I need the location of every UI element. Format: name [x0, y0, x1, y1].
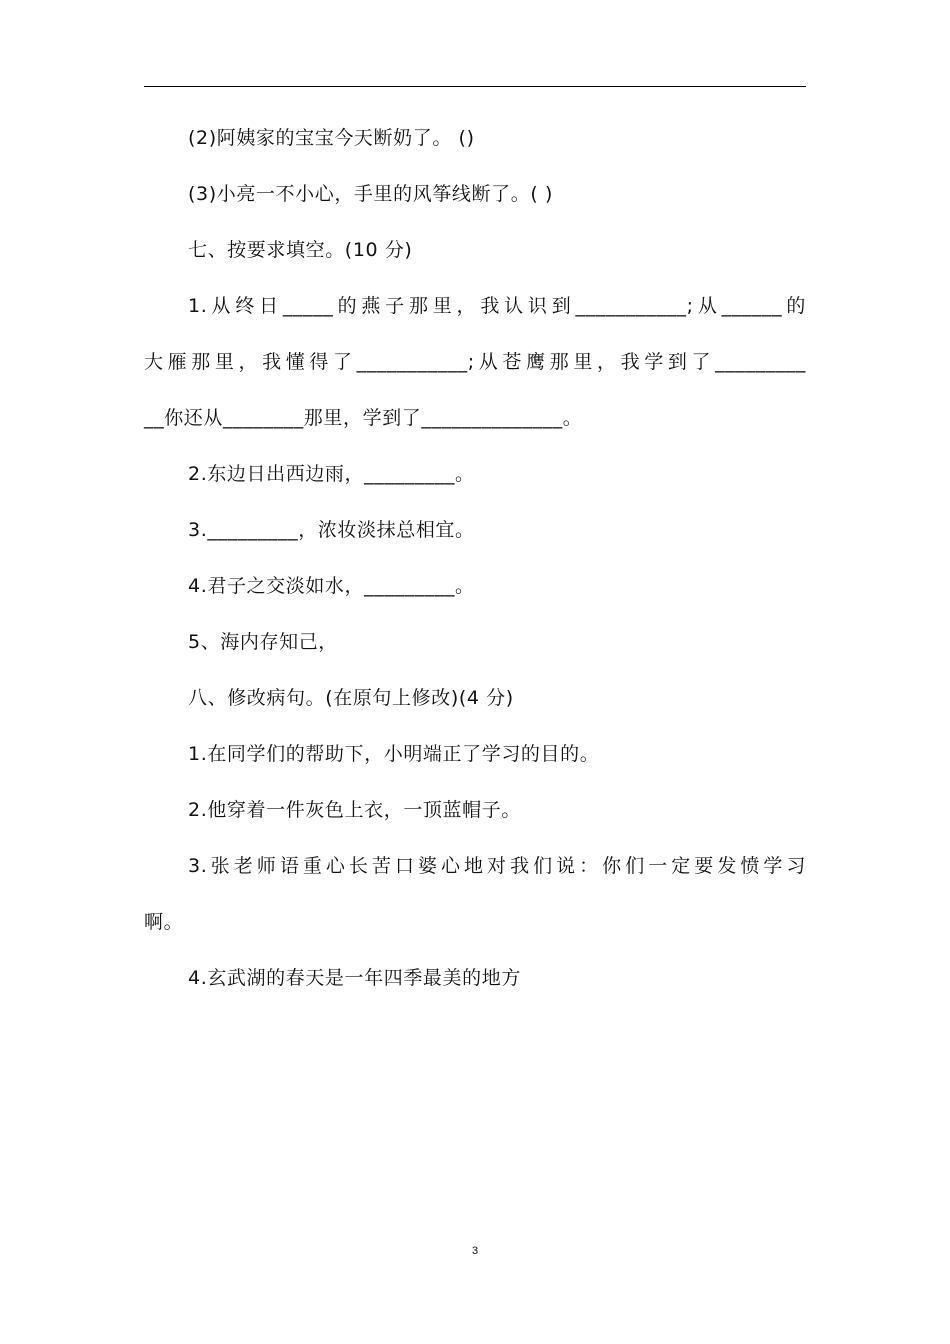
question-7-1-line-2: 大雁那里，我懂得了___________;从苍鹰那里，我学到了_________ — [144, 351, 806, 373]
question-8-4: 4.玄武湖的春天是一年四季最美的地方 — [188, 967, 521, 989]
section-7-heading: 七、按要求填空。(10 分) — [188, 239, 413, 261]
section-8-heading: 八、修改病句。(在原句上修改)(4 分) — [188, 687, 514, 709]
header-rule — [144, 86, 806, 87]
question-7-5: 5、海内存知己， — [188, 631, 338, 653]
question-7-1-line-3: __你还从________那里，学到了______________。 — [144, 407, 583, 429]
document-body — [144, 110, 806, 1006]
question-7-1-line-1: 1.从终日_____的燕子那里，我认识到___________;从______的 — [188, 295, 806, 317]
question-7-3: 3._________，浓妆淡抹总相宜。 — [188, 519, 475, 541]
question-8-1: 1.在同学们的帮助下，小明端正了学习的目的。 — [188, 743, 600, 765]
question-6-2: (2)阿姨家的宝宝今天断奶了。 () — [188, 127, 475, 149]
question-7-4: 4.君子之交淡如水，_________。 — [188, 575, 475, 597]
question-6-3: (3)小亮一不小心，手里的风筝线断了。( ) — [188, 183, 553, 205]
page-number: 3 — [471, 1245, 479, 1257]
question-8-2: 2.他穿着一件灰色上衣，一顶蓝帽子。 — [188, 799, 521, 821]
question-8-3-line-1: 3.张老师语重心长苦口婆心地对我们说：你们一定要发愤学习 — [188, 855, 806, 877]
question-8-3-line-2: 啊。 — [144, 911, 184, 933]
question-7-2: 2.东边日出西边雨，_________。 — [188, 463, 475, 485]
